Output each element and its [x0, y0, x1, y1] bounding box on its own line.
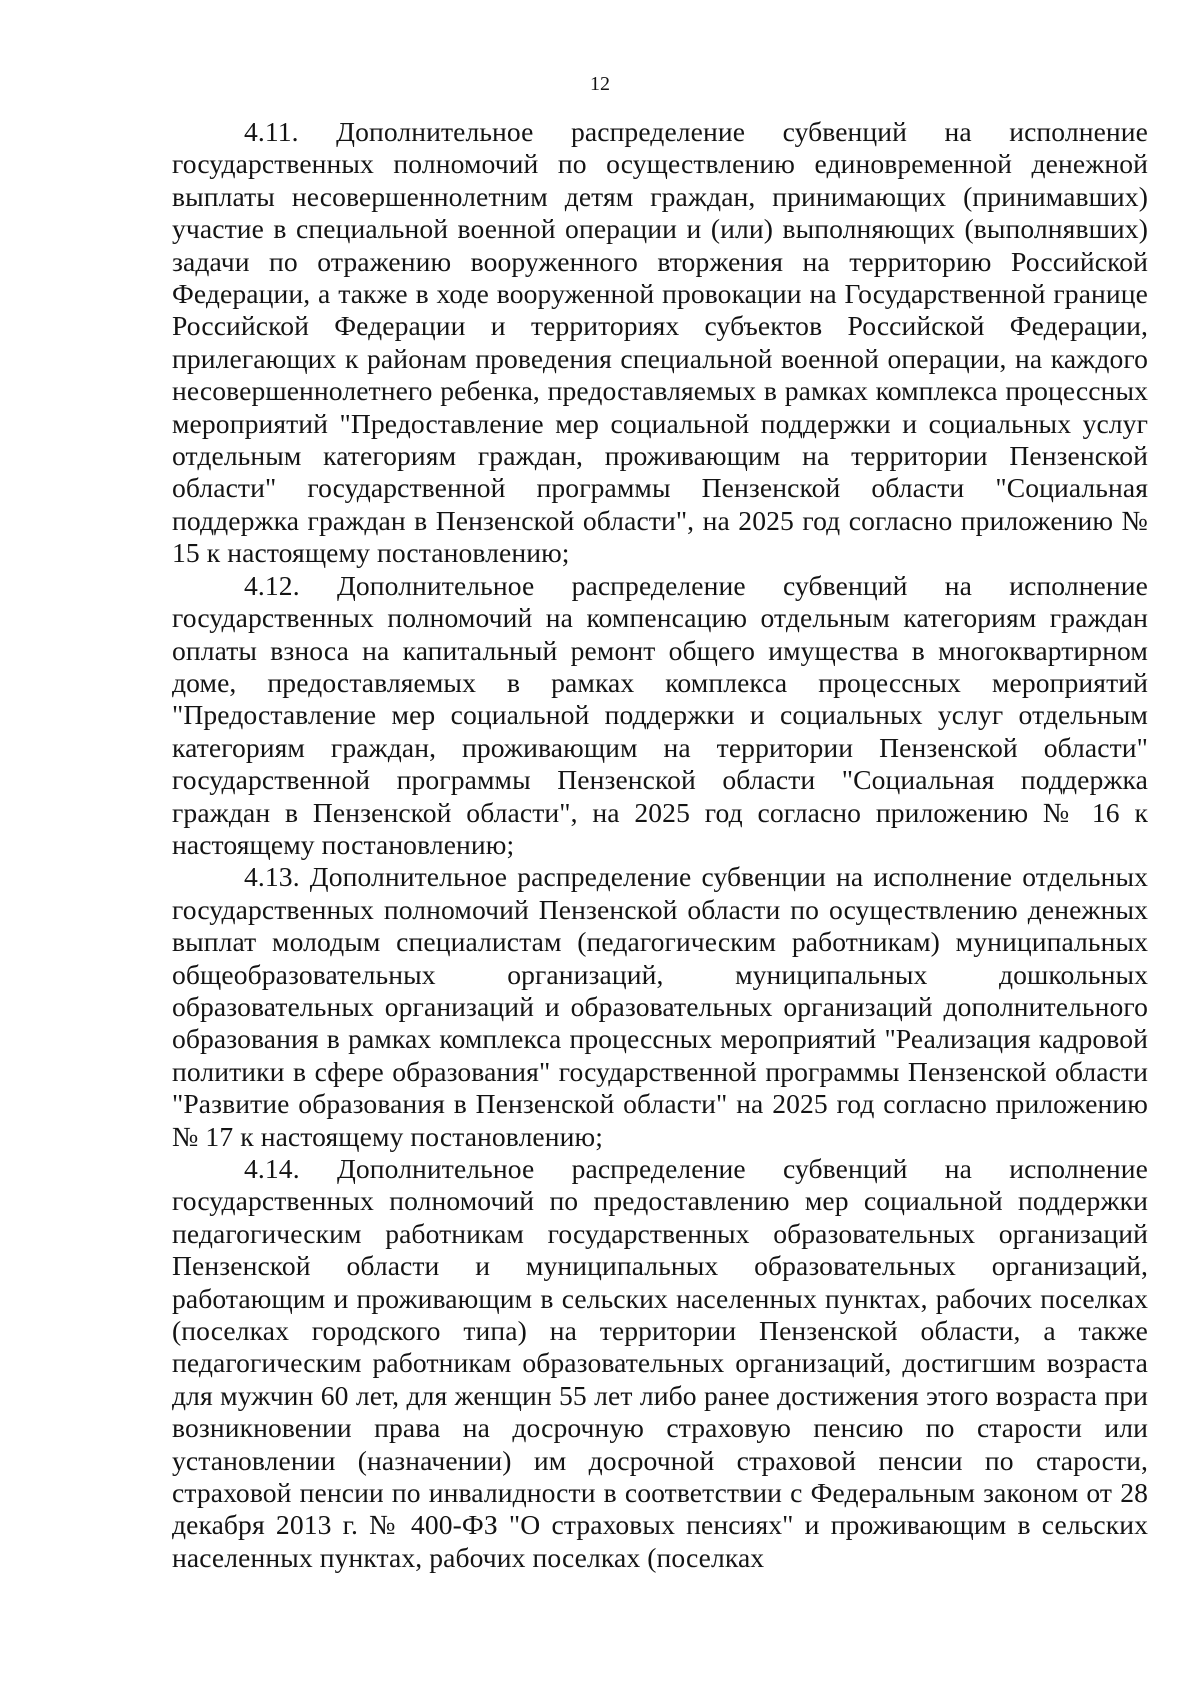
paragraph-4-14: 4.14. Дополнительное распределение субвенций на исполнение государственных полномочий по предоставлению мер социальной поддержки педагогическим работникам государственных образовательных организаций Пензенской области и муниципальных образовательных организаций, работающим и проживающим в сельских населенных пунктах, рабочих поселках (поселках городского типа) на территории Пензенской области, а также педагогическим работникам образовательных организаций, достигшим возраста для мужчин 60 лет, для женщин 55 лет либо ранее достижения этого возраста при возникновении права на досрочную страховую пенсию по старости или установлении (назначении) им досрочной страховой пенсии по старости, страховой пенсии по инвалидности в соответствии с Федеральным законом от 28 декабря 2013 г. № 400-ФЗ "О страховых пенсиях" и проживающим в сельских населенных пунктах, рабочих поселках (поселках — [172, 1153, 1148, 1573]
page-number: 12 — [590, 73, 610, 95]
paragraph-4-11: 4.11. Дополнительное распределение субвенций на исполнение государственных полномочий по осуществлению единовременной денежной выплаты несовершеннолетним детям граждан, принимающих (принимавших) участие в специальной военной операции и (или) выполняющих (выполнявших) задачи по отражению вооруженного вторжения на территорию Российской Федерации, а также в ходе вооруженной провокации на Государственной границе Российской Федерации и территориях субъектов Российской Федерации, прилегающих к районам проведения специальной военной операции, на каждого несовершеннолетнего ребенка, предоставляемых в рамках комплекса процессных мероприятий "Предоставление мер социальной поддержки и социальных услуг отдельным категориям граждан, проживающим на территории Пензенской области" государственной программы Пензенской области "Социальная поддержка граждан в Пензенской области", на 2025 год согласно приложению № 15 к настоящему постановлению; — [172, 116, 1148, 569]
paragraph-4-13: 4.13. Дополнительное распределение субвенции на исполнение отдельных государственных полномочий Пензенской области по осуществлению денежных выплат молодым специалистам (педагогическим работникам) муниципальных общеобразовательных организаций, муниципальных дошкольных образовательных организаций и образовательных организаций дополнительного образования в рамках комплекса процессных мероприятий "Реализация кадровой политики в сфере образования" государственной программы Пензенской области "Развитие образования в Пензенской области" на 2025 год согласно приложению № 17 к настоящему постановлению; — [172, 861, 1148, 1152]
paragraph-4-12: 4.12. Дополнительное распределение субвенций на исполнение государственных полномочий на компенсацию отдельным категориям граждан оплаты взноса на капитальный ремонт общего имущества в многоквартирном доме, предоставляемых в рамках комплекса процессных мероприятий "Предоставление мер социальной поддержки и социальных услуг отдельным категориям граждан, проживающим на территории Пензенской области" государственной программы Пензенской области "Социальная поддержка граждан в Пензенской области", на 2025 год согласно приложению № 16 к настоящему постановлению; — [172, 569, 1148, 860]
document-body — [172, 116, 1148, 1574]
